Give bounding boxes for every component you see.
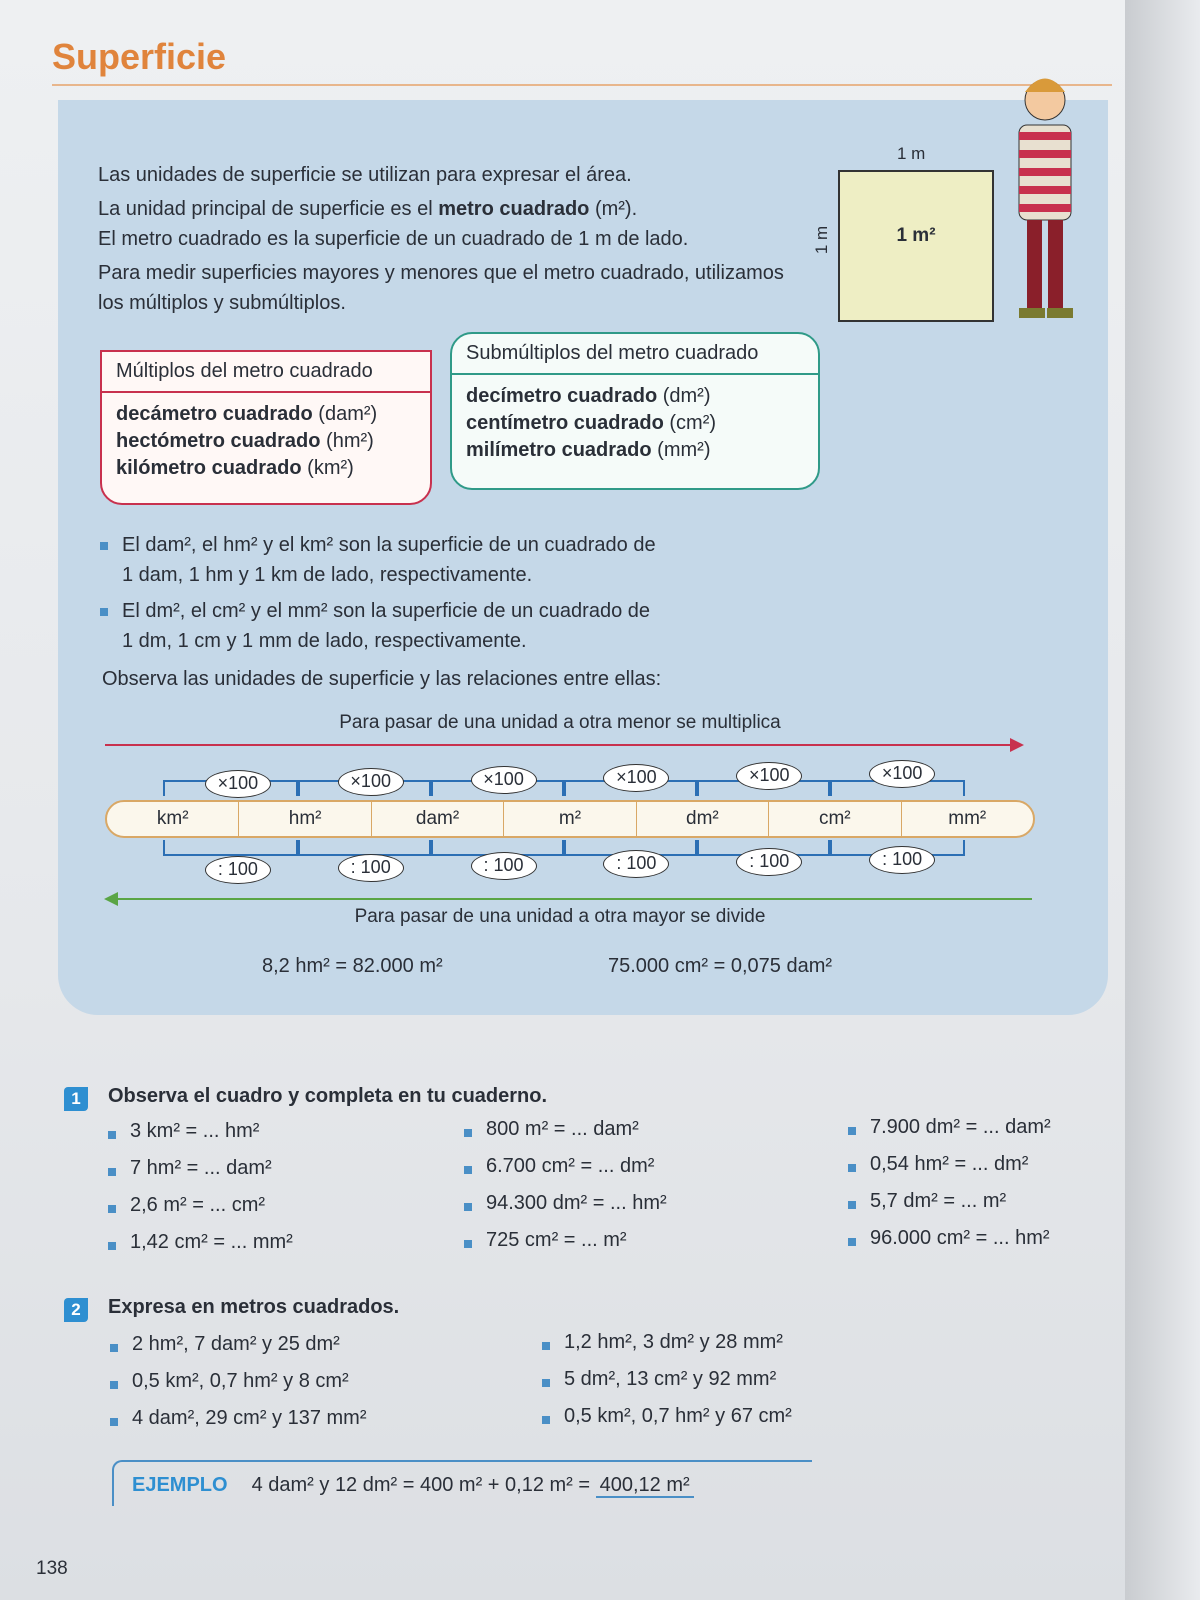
square-side-label: 1 m (812, 225, 832, 255)
page-edge (1125, 0, 1200, 1600)
intro-line: Las unidades de superficie se utilizan para expresar el área. (98, 164, 632, 186)
bullet-icon (110, 1381, 118, 1389)
intro-line: Para medir superficies mayores y menores que el metro cuadrado, utilizamos los múltiplos y submúltiplos. (98, 262, 784, 314)
exercise-item: 5,7 dm² = ... m² (846, 1190, 1006, 1213)
divide-by-100-label: : 100 (205, 856, 271, 884)
square-meter-figure: 1 m² (838, 170, 994, 322)
bullet-icon (108, 1168, 116, 1176)
multiply-by-100-label: ×100 (603, 764, 669, 792)
multiple-unit: hectómetro cuadrado (hm²) (116, 430, 374, 452)
exercise-item: 0,54 hm² = ... dm² (846, 1153, 1028, 1176)
bullet-icon (100, 608, 108, 616)
divide-by-100-label: : 100 (869, 846, 935, 874)
bullet-icon (542, 1342, 550, 1350)
exercise-item: 0,5 km², 0,7 hm² y 67 cm² (540, 1405, 792, 1428)
exercise-item: 2 hm², 7 dam² y 25 dm² (108, 1333, 340, 1356)
exercise-item: 94.300 dm² = ... hm² (462, 1192, 667, 1215)
square-top-label: 1 m (897, 144, 926, 163)
unit-cell: cm² (769, 802, 901, 836)
exercise-number: 2 (64, 1298, 88, 1322)
bullet-icon (108, 1131, 116, 1139)
boy-illustration (1005, 70, 1085, 330)
example-box (112, 1460, 812, 1506)
bullet-icon (848, 1164, 856, 1172)
submultiple-unit: centímetro cuadrado (cm²) (466, 412, 717, 434)
bullet-icon (108, 1205, 116, 1213)
multiply-arrow (105, 744, 1013, 746)
bullet-item: El dm², el cm² y el mm² son la superficie de un cuadrado de 1 dm, 1 cm y 1 mm de lado, respectivamente. (98, 596, 658, 656)
exercise-item: 4 dam², 29 cm² y 137 mm² (108, 1407, 367, 1430)
exercise-item: 6.700 cm² = ... dm² (462, 1155, 654, 1178)
example-result: 400,12 m² (596, 1474, 694, 1498)
multiple-unit: kilómetro cuadrado (km²) (116, 457, 354, 479)
unit-cell: mm² (948, 808, 987, 829)
submultiples-heading: Submúltiplos del metro cuadrado (452, 334, 818, 375)
multiply-caption: Para pasar de una unidad a otra menor se multiplica (339, 712, 781, 733)
exercise-title: Expresa en metros cuadrados. (108, 1296, 400, 1318)
exercise-item: 5 dm², 13 cm² y 92 mm² (540, 1368, 776, 1391)
divide-by-100-label: : 100 (603, 850, 669, 878)
exercise-item: 3 km² = ... hm² (106, 1120, 259, 1143)
multiply-by-100-label: ×100 (736, 762, 802, 790)
bullet-icon (108, 1242, 116, 1250)
bullet-icon (464, 1129, 472, 1137)
multiples-box (100, 350, 432, 505)
divide-caption: Para pasar de una unidad a otra mayor se divide (354, 906, 766, 927)
multiply-by-100-label: ×100 (338, 768, 404, 796)
bullet-icon (110, 1418, 118, 1426)
exercise-item: 7 hm² = ... dam² (106, 1157, 272, 1180)
exercise-item: 800 m² = ... dam² (462, 1118, 639, 1141)
bullet-icon (100, 542, 108, 550)
bullet-icon (848, 1127, 856, 1135)
page-number: 138 (36, 1558, 68, 1579)
submultiple-unit: decímetro cuadrado (dm²) (466, 385, 711, 407)
bullet-item: El dam², el hm² y el km² son la superficie de un cuadrado de 1 dam, 1 hm y 1 km de lado, respectivamente. (98, 530, 658, 590)
divide-arrow (112, 898, 1032, 900)
multiply-by-100-label: ×100 (471, 766, 537, 794)
divide-by-100-label: : 100 (338, 854, 404, 882)
exercise-item: 1,42 cm² = ... mm² (106, 1231, 293, 1254)
bullet-icon (542, 1416, 550, 1424)
unit-cell: km² (107, 802, 239, 836)
unit-conversion-strip (105, 800, 1035, 838)
example-conversion: 75.000 cm² = 0,075 dam² (608, 955, 833, 977)
unit-cell: hm² (239, 802, 371, 836)
arrow-head-icon (1010, 738, 1024, 752)
bullet-icon (464, 1166, 472, 1174)
unit-cell: dam² (372, 802, 504, 836)
divide-by-100-label: : 100 (736, 848, 802, 876)
example-expression: 4 dam² y 12 dm² = 400 m² + 0,12 m² = (251, 1474, 591, 1496)
unit-cell: m² (504, 802, 636, 836)
exercise-number: 1 (64, 1087, 88, 1111)
arrow-head-icon (104, 892, 118, 906)
submultiple-unit: milímetro cuadrado (mm²) (466, 439, 711, 461)
multiply-by-100-label: ×100 (869, 760, 935, 788)
observe-text: Observa las unidades de superficie y las relaciones entre ellas: (102, 668, 662, 690)
page-title: Superficie (52, 36, 227, 77)
example-label: EJEMPLO (132, 1474, 228, 1496)
exercise-item: 0,5 km², 0,7 hm² y 8 cm² (108, 1370, 349, 1393)
exercise-item: 96.000 cm² = ... hm² (846, 1227, 1050, 1250)
title-divider (52, 84, 1112, 86)
bullet-icon (464, 1203, 472, 1211)
bullet-icon (464, 1240, 472, 1248)
exercise-item: 1,2 hm², 3 dm² y 28 mm² (540, 1331, 783, 1354)
bullet-icon (848, 1238, 856, 1246)
divide-connector (163, 840, 300, 856)
bullet-icon (542, 1379, 550, 1387)
exercise-item: 7.900 dm² = ... dam² (846, 1116, 1051, 1139)
definition-bullets (98, 530, 658, 662)
exercise-item: 2,6 m² = ... cm² (106, 1194, 265, 1217)
exercise-title: Observa el cuadro y completa en tu cuaderno. (108, 1085, 548, 1107)
multiple-unit: decámetro cuadrado (dam²) (116, 403, 378, 425)
example-conversion: 8,2 hm² = 82.000 m² (262, 955, 443, 977)
multiples-heading: Múltiplos del metro cuadrado (102, 352, 430, 393)
bullet-icon (110, 1344, 118, 1352)
intro-line: La unidad principal de superficie es el metro cuadrado (m²). El metro cuadrado es la superficie de un cuadrado de 1 m de lado. (98, 198, 689, 250)
divide-by-100-label: : 100 (471, 852, 537, 880)
bullet-icon (848, 1201, 856, 1209)
exercise-item: 725 cm² = ... m² (462, 1229, 627, 1252)
intro-text (98, 160, 798, 322)
unit-cell: dm² (637, 802, 769, 836)
multiply-by-100-label: ×100 (205, 770, 271, 798)
submultiples-box (450, 332, 820, 490)
